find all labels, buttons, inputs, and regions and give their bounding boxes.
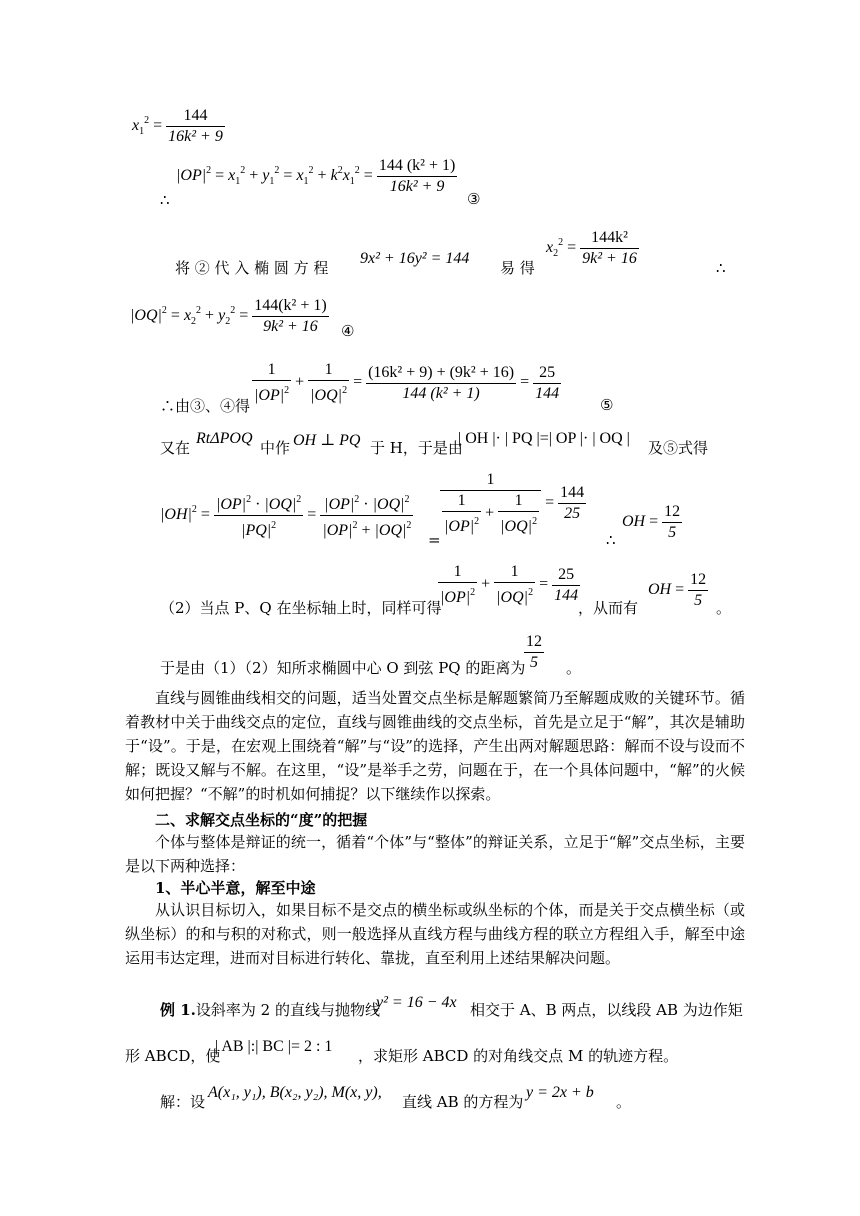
fraction-denominator: 5 [694, 592, 703, 609]
eq-x1-squared: $x_1^2$ = $\frac{144}{\text{16k² + 9}}$ [132, 107, 223, 145]
text-case-2: （2）当点 P、Q 在坐标轴上时，同样可得 [160, 599, 442, 617]
fraction-denominator: 144 (k² + 1) [402, 384, 480, 402]
fraction-numerator: 25 [533, 363, 561, 384]
example-text: 设斜率为 2 的直线与抛物线 [195, 1001, 380, 1019]
fraction-denominator: 9k² + 16 [582, 250, 637, 267]
eq-points: A(x₁, y₁), B(x₂, y₂), M(x, y), [208, 1084, 382, 1101]
period: 。 [616, 1093, 632, 1111]
eq-distance-value [524, 632, 544, 673]
fraction-numerator: 144(k² + 1) [252, 296, 328, 317]
fraction-numerator: 12 [688, 570, 708, 591]
therefore-symbol: ∴ [606, 531, 616, 549]
eq-oq-squared: $|OQ|^2 = x_2^2 + y_2^2$ = $\frac{\text{144(k² + 1)}}{\text{9k² + 16}}$ [130, 297, 327, 335]
example-label: 例 1. [160, 1001, 196, 1019]
text-conclusion: 于是由（1）（2）知所求椭圆中心 O 到弦 PQ 的距离为 [160, 659, 526, 677]
text-in-rt: 又在 [160, 439, 191, 457]
eq-compound-fraction: 1 $\frac{1}{|OP|^2}$ + $\frac{1}{|OQ|^2}$ = $\frac{144}{25}$ [440, 470, 586, 537]
fraction-denominator: 16k² + 9 [168, 128, 223, 145]
example-1-line2-end: ，求矩形 ABCD 的对角线交点 M 的轨迹方程。 [358, 1047, 679, 1065]
period: 。 [716, 599, 732, 617]
period: 。 [566, 659, 582, 677]
therefore-symbol: ∴ [716, 259, 726, 277]
eq-ellipse: 9x² + 16y² = 144 [360, 250, 470, 267]
text-draw-in: 中作 [260, 439, 291, 457]
fraction-denominator: 9k² + 16 [263, 318, 318, 335]
fraction-denominator: 16k² + 9 [389, 178, 445, 195]
fraction-numerator: 12 [524, 632, 544, 653]
fraction-numerator: 25 [552, 565, 580, 586]
fraction-numerator: 144 [166, 106, 225, 127]
text-substitute: 将 ② 代 入 椭 圆 方 程 [175, 259, 329, 277]
eq-ab-bc-ratio: | AB |:| BC |= 2 : 1 [215, 1038, 333, 1055]
example-1-line2-start: 形 ABCD，使 [125, 1047, 221, 1065]
fraction-numerator: (16k² + 9) + (9k² + 16) [366, 363, 516, 384]
solution-line-ab: 直线 AB 的方程为 [402, 1093, 524, 1111]
text-from-3-4: ∴由③、④得 [160, 397, 251, 415]
fraction-numerator: 144 (k² + 1) [377, 156, 457, 177]
fraction-denominator: 144 [554, 586, 579, 604]
heading-subsection-1: 1、半心半意，解至中途 [155, 879, 316, 897]
example-1-line1 [160, 1000, 380, 1020]
mark-4: ④ [341, 322, 355, 340]
heading-section-2: 二、求解交点坐标的“度”的把握 [155, 811, 368, 829]
text-at-h: 于 H，于是由 [370, 439, 463, 457]
text-easy-get: 易 得 [500, 259, 535, 277]
therefore-symbol: ∴ [160, 191, 170, 209]
fraction-numerator: 12 [662, 502, 682, 523]
eq-triangle: RtΔPOQ [196, 430, 253, 447]
mark-5: ⑤ [600, 396, 614, 414]
eq-oh-squared: $|OH|^2$ = $\frac{|OP|^2 \cdot |OQ|^2}{|PQ|^2}$ = $\frac{|OP|^2 \cdot |OQ|^2}{|OP|^2 + |OQ|^2}$ [160, 490, 413, 541]
fraction-denominator: 5 [668, 524, 677, 541]
eq-reciprocal-sum: $\frac{1}{|OP|^2}$ + $\frac{1}{|OQ|^2}$ = $\frac{\text{(16k² + 9) + (9k² + 16)}}{\text{144 (k² + 1)}}$ = $\frac{25}{144}$ [254, 361, 560, 404]
equals-sign: = [428, 531, 441, 549]
text-and-5: 及⑤式得 [648, 439, 709, 457]
fraction-denominator: 5 [530, 654, 538, 671]
eq-reciprocal-sum-2: $\frac{1}{|OP|^2}$ + $\frac{1}{|OQ|^2}$ = $\frac{25}{144}$ [440, 563, 579, 606]
paragraph-intro: 直线与圆锥曲线相交的问题，适当处置交点坐标是解题繁简乃至解题成败的关键环节。循着教材中关于曲线交点的定位，直线与圆锥曲线的交点坐标，首先是立足于“解”，其次是辅助于“设”。于是，在宏观上围绕着“解”与“设”的选择，产生出两对解题思路：解而不设与设而不解；既设又解与不解。在这里，“设”是举手之劳，问题在于，在一个具体问题中，“解”的火候如何把握？“不解”的时机如何捕捉？以下继续作以探索。 [125, 689, 745, 803]
eq-x2-squared: $x_2^2$ = $\frac{\text{144k²}}{\text{9k² + 16}}$ [546, 229, 637, 267]
fraction-denominator: 25 [564, 505, 581, 522]
paragraph-method: 从认识目标切入，如果目标不是交点的横坐标或纵坐标的个体，而是关于交点横坐标（或纵坐标）的和与积的对称式，则一般选择从直线方程与曲线方程的联立方程组入手，解至中途运用韦达定理，进而对目标进行转化、靠拢，直至利用上述结果解决问题。 [125, 901, 745, 967]
text-thus-have: ，从而有 [578, 599, 639, 617]
solution-start: 解：设 [160, 1093, 206, 1111]
eq-parabola: y² = 16 − 4x [376, 994, 457, 1011]
eq-op-squared: $|OP|^2 = x_1^2 + y_1^2 = x_1^2 + k^2x_1^2$ = $\frac{\text{144 (k² + 1)}}{\text{16k² + 9}}$ [176, 157, 456, 195]
eq-abs-product: | OH |· | PQ |=| OP |· | OQ | [458, 430, 630, 447]
eq-oh-value: OH = $\frac{12}{5}$ [622, 503, 681, 541]
fraction-denominator: 144 [535, 384, 560, 402]
example-text-cont: 相交于 A、B 两点，以线段 AB 为边作矩 [470, 1001, 743, 1019]
paragraph-individual-whole: 个体与整体是辩证的统一，循着“个体”与“整体”的辩证关系，立足于“解”交点坐标，主要是以下两种选择： [125, 833, 745, 875]
eq-line-ab: y = 2x + b [526, 1084, 594, 1101]
fraction-numerator: 144k² [580, 228, 639, 249]
eq-oh-value-2: OH = $\frac{12}{5}$ [648, 571, 707, 609]
fraction-numerator: 144 [558, 483, 586, 504]
mark-3: ③ [467, 190, 481, 208]
eq-perpendicular: OH ⊥ PQ [293, 432, 361, 449]
